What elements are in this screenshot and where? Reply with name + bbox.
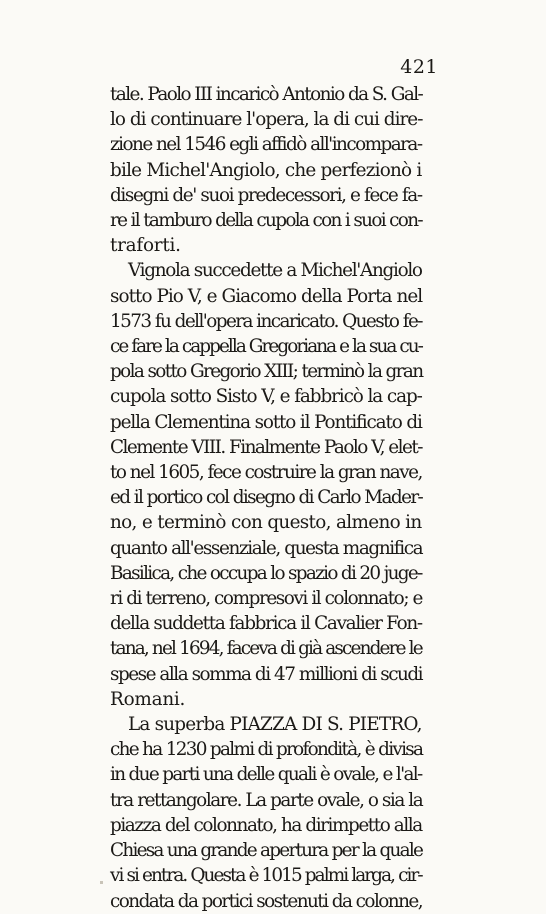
text-line: ed il portico col disegno di Carlo Mader- [110, 487, 423, 509]
text-line: traforti. [110, 235, 181, 257]
text-line: lo di continuare l'opera, la di cui dire- [110, 109, 423, 131]
text-line: in due parti una delle quali è ovale, e l'al- [110, 764, 422, 786]
text-line: bile Michel'Angiolo, che perfezionò i [110, 159, 422, 181]
text-line: ri di terreno, compresovi il colonnato; e [110, 588, 422, 610]
text-line: sotto Pio V, e Giacomo della Porta nel [110, 285, 423, 307]
text-line: no, e terminò con questo, almeno in [110, 512, 422, 534]
text-line: della suddetta fabbrica il Cavalier Fon- [110, 613, 422, 635]
text-line: ce fare la cappella Gregoriana e la sua cu- [110, 336, 422, 358]
text-line: 1573 fu dell'opera incaricato. Questo fe- [110, 310, 422, 332]
text-line: pella Clementina sotto il Pontificato di [110, 411, 422, 433]
text-line: Clemente VIII. Finalmente Paolo V, elet- [110, 436, 422, 458]
text-line: Basilica, che occupa lo spazio di 20 juge- [110, 562, 422, 584]
paragraph-start-line: La superba PIAZZA DI S. PIETRO, [128, 714, 422, 736]
text-line: condata da portici sostenuti da colonne, [110, 890, 423, 912]
paragraph-start-line: Vignola succedette a Michel'Angiolo [128, 260, 422, 282]
text-line: re il tamburo della cupola con i suoi con- [110, 210, 422, 232]
text-line: Chiesa una grande apertura per la quale [110, 840, 423, 862]
page-speck [100, 881, 103, 884]
text-line: Romani. [110, 688, 186, 710]
text-line: tra rettangolare. La parte ovale, o sia la [110, 789, 423, 811]
text-line: disegni de' suoi predecessori, e fece fa- [110, 184, 422, 206]
text-line: zione nel 1546 egli affidò all'incompara- [110, 134, 422, 156]
text-line: tana, nel 1694, faceva di già ascendere le [110, 638, 422, 660]
text-line: vi si entra. Questa è 1015 palmi larga, cir- [110, 865, 422, 887]
text-line: to nel 1605, fece costruire la gran nave, [110, 462, 422, 484]
text-line: quanto all'essenziale, questa magnifica [110, 537, 423, 559]
body-text [110, 82, 422, 914]
text-line: cupola sotto Sisto V, e fabbricò la cap- [110, 386, 422, 408]
text-line: tale. Paolo III incaricò Antonio da S. Gal- [110, 84, 423, 105]
text-line: che ha 1230 palmi di profondità, è divisa [110, 739, 423, 761]
page-number: 421 [400, 56, 438, 78]
text-line: pola sotto Gregorio XIII; terminò la gran [110, 361, 423, 383]
text-line: piazza del colonnato, ha dirimpetto alla [110, 814, 422, 836]
text-line: spese alla somma di 47 millioni di scudi [110, 663, 423, 685]
